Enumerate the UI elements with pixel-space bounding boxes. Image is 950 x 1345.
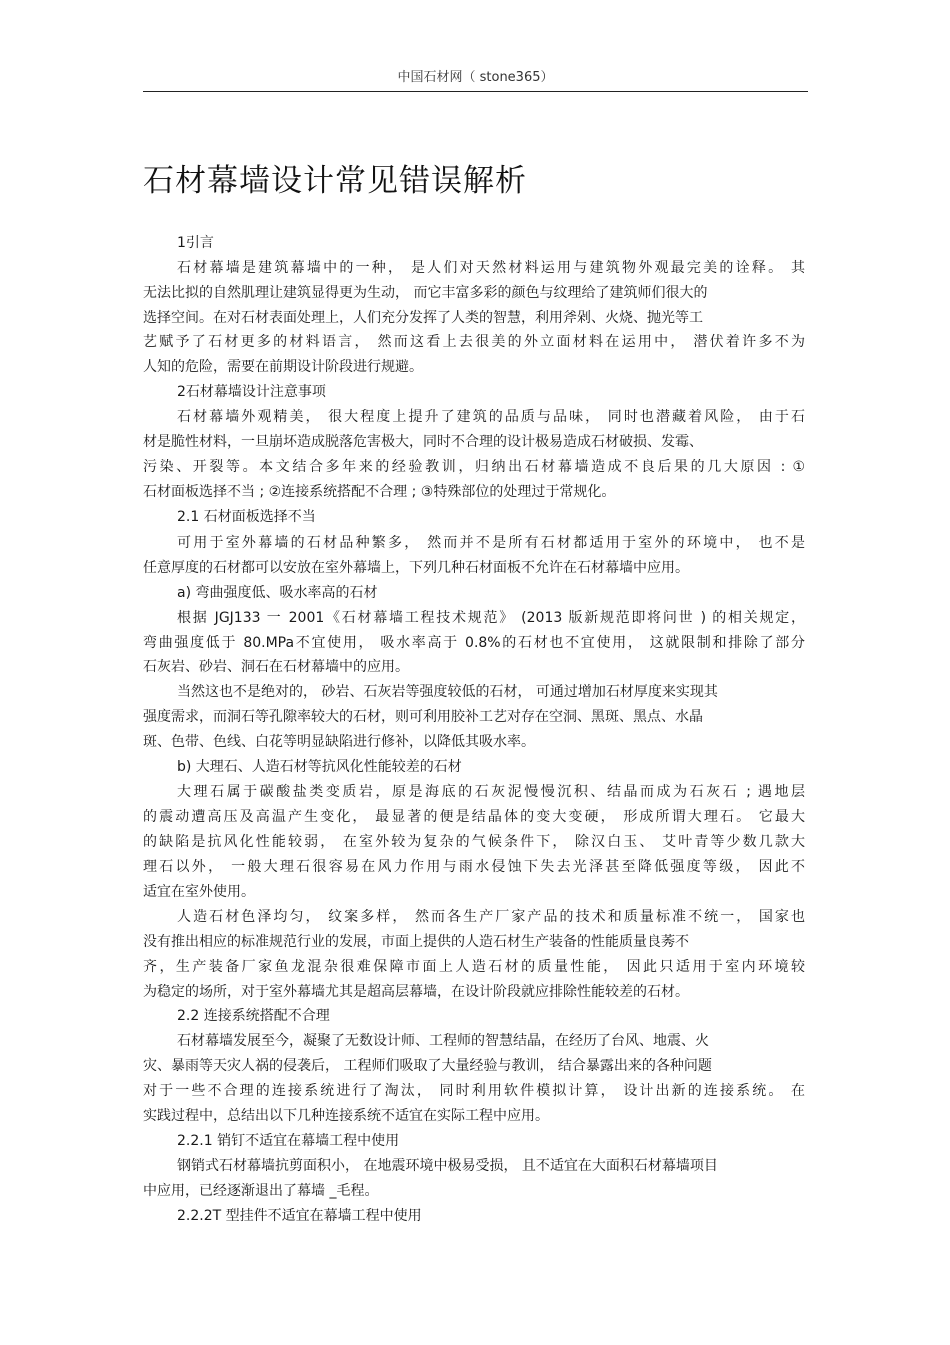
paragraph-line: 任意厚度的石材都可以安放在室外幕墙上，下列几种石材面板不允许在石材幕墙中应用。 [143,560,689,576]
paragraph-line: 无法比拟的自然肌理让建筑显得更为生动， 而它丰富多彩的颜色与纹理给了建筑师们很大的 [143,285,708,301]
paragraph-line: 当然这也不是绝对的， 砂岩、石灰岩等强度较低的石材， 可通过增加石材厚度来实现其 [177,684,718,700]
subsection-heading: a) 弯曲强度低、吸水率高的石材 [177,585,378,601]
subsection-heading: 2.2.1 销钉不适宜在幕墙工程中使用 [177,1133,400,1149]
paragraph-line: 根据 JGJ133 一 2001《石材幕墙工程技术规范》 (2013 版新规范即将问世 ) 的相关规定， [177,610,805,626]
section-heading: 2.1 石材面板选择不当 [177,509,316,525]
paragraph-line: 石材幕墙外观精美， 很大程度上提升了建筑的品质与品味， 同时也潜藏着风险， 由于石 [177,409,805,425]
subsection-heading: 2.2.2T 型挂件不适宜在幕墙工程中使用 [177,1208,422,1224]
paragraph-line: 选择空间。在对石材表面处理上，人们充分发挥了人类的智慧，利用斧剁、火烧、抛光等工 [143,310,703,326]
paragraph-line: 人造石材色泽均匀， 纹案多样， 然而各生产厂家产品的技术和质量标准不统一， 国家也 [177,909,805,925]
section-heading: 1引言 [177,235,214,251]
paragraph-line: 污染、开裂等。本文结合多年来的经验教训，归纳出石材幕墙造成不良后果的几大原因 : ① [143,459,805,475]
paragraph-line: 没有推出相应的标准规范行业的发展，市面上提供的人造石材生产装备的性能质量良莠不 [143,934,689,950]
paragraph-line: 艺赋予了石材更多的材料语言， 然而这看上去很美的外立面材料在运用中， 潜伏着许多不为 [143,334,805,350]
paragraph-line: 对于一些不合理的连接系统进行了淘汰， 同时利用软件模拟计算， 设计出新的连接系统。 在 [143,1083,805,1099]
paragraph-line: 为稳定的场所，对于室外幕墙尤其是超高层幕墙，在设计阶段就应排除性能较差的石材。 [143,984,689,1000]
paragraph-line: 的震动遭高压及高温产生变化， 最显著的便是结晶体的变大变硬， 形成所谓大理石。 它最大 [143,809,805,825]
paragraph-line: 齐，生产装备厂家鱼龙混杂很难保障市面上人造石材的质量性能， 因此只适用于室内环境较 [143,959,805,975]
paragraph-line: 的缺陷是抗风化性能较弱， 在室外较为复杂的气候条件下， 除汉白玉、 艾叶青等少数几款大 [143,834,805,850]
paragraph-line: 石材面板选择不当 ; ②连接系统搭配不合理 ; ③特殊部位的处理过于常规化。 [143,484,616,500]
paragraph-line: 石材幕墙是建筑幕墙中的一种， 是人们对天然材料运用与建筑物外观最完美的诠释。 其 [177,260,805,276]
paragraph-line: 弯曲强度低于 80.MPa不宜使用， 吸水率高于 0.8%的石材也不宜使用， 这就限制和排除了部分 [143,635,805,651]
header-divider [143,91,808,92]
paragraph-line: 灾、暴雨等天灾人祸的侵袭后， 工程师们吸取了大量经验与教训， 结合暴露出来的各种问题 [143,1058,712,1074]
page-header: 中国石材网（ stone365） [397,70,554,85]
paragraph-line: 理石以外， 一般大理石很容易在风力作用与雨水侵蚀下失去光泽甚至降低强度等级， 因此不 [143,859,805,875]
section-heading: 2.2 连接系统搭配不合理 [177,1008,330,1024]
paragraph-line: 实践过程中，总结出以下几种连接系统不适宜在实际工程中应用。 [143,1108,549,1124]
paragraph-line: 斑、色带、色线、白花等明显缺陷进行修补，以降低其吸水率。 [143,734,535,750]
section-heading: 2石材幕墙设计注意事项 [177,384,326,400]
page-title: 石材幕墙设计常见错误解析 [143,163,527,199]
paragraph-line: 石灰岩、砂岩、洞石在石材幕墙中的应用。 [143,659,409,675]
paragraph-line: 材是脆性材料，一旦崩坏造成脱落危害极大，同时不合理的设计极易造成石材破损、发霉、 [143,434,703,450]
paragraph-line: 中应用，已经逐渐退出了幕墙 _毛程。 [143,1183,379,1199]
paragraph-line: 可用于室外幕墙的石材品种繁多， 然而并不是所有石材都适用于室外的环境中， 也不是 [177,535,805,551]
paragraph-line: 大理石属于碳酸盐类变质岩，原是海底的石灰泥慢慢沉积、结晶而成为石灰石 ; 遇地层 [177,784,805,800]
paragraph-line: 适宜在室外使用。 [143,884,255,900]
paragraph-line: 石材幕墙发展至今，凝聚了无数设计师、工程师的智慧结晶，在经历了台风、地震、火 [177,1033,709,1049]
subsection-heading: b) 大理石、人造石材等抗风化性能较差的石材 [177,759,462,775]
paragraph-line: 人知的危险，需要在前期设计阶段进行规避。 [143,359,423,375]
paragraph-line: 强度需求，而洞石等孔隙率较大的石材，则可利用胶补工艺对存在空洞、黑斑、黑点、水晶 [143,709,703,725]
paragraph-line: 钢销式石材幕墙抗剪面积小， 在地震环境中极易受损， 且不适宜在大面积石材幕墙项目 [177,1158,718,1174]
